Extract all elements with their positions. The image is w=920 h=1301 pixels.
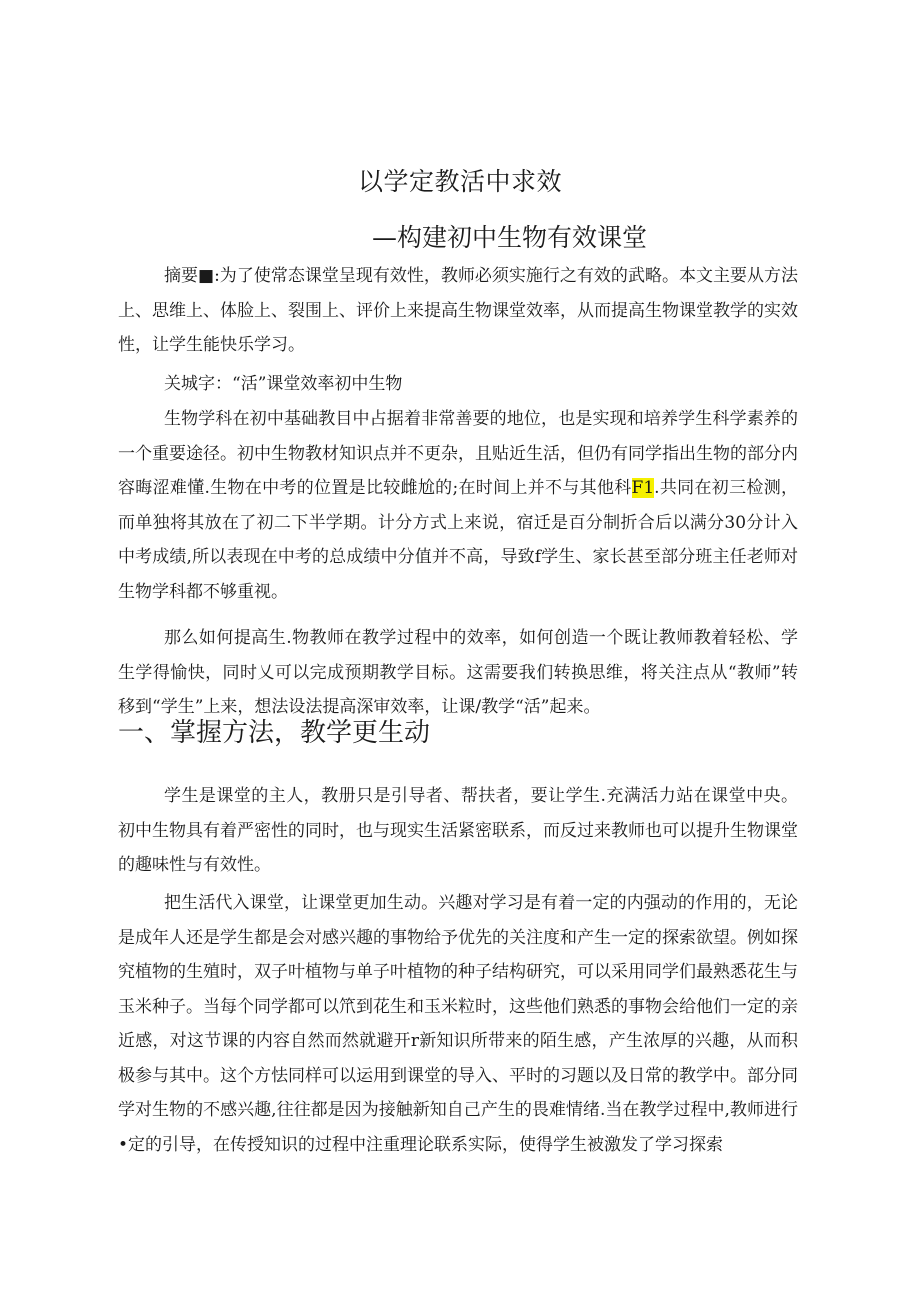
body-paragraph-4: 把生活代入课堂，让课堂更加生动。兴趣对学习是有着一定的内强动的作用的，无论是成年人还是学生都是会对感兴趣的事物给予优先的关注度和产生一定的探索欲望。例如探究植物的生殖时，双子叶植物与单子叶植物的种子结构研究，可以采用同学们最熟悉花生与玉米种子。当每个同学都可以笊到花生和玉米粒时，这些他们熟悉的事物会给他们一定的亲近感，对这节课的内容自然而然就避开r新知识所带来的陌生感，产生浓厚的兴趣，从而积极参与其中。这个方怯同样可以运用到课堂的导入、平时的习题以及日常的教学中。部分同学对生物的不感兴趣,往往都是因为接触新知自己产生的畏难情绪.当在教学过程中,教师进行•定的引导，在传授知识的过程中注重理论联系实际，使得学生被激发了学习探索 bbox=[118, 893, 798, 1155]
paragraph-text: 生物学科在初中基础教目中占据着非常善要的地位，也是实现和培养学生科学素养的一个重要途径。初中生物教材知识点并不更杂，且贴近生活，但仍有同学指出生物的部分内容晦涩难懂.生物在中考的位置是比较雌尬的;在时间上并不与其他科 bbox=[118, 409, 798, 498]
abstract-paragraph: 摘要■:为了使常态课堂呈现有效性，教师必须实施行之有效的武略。本文主要从方法上、思维上、体脸上、裂围上、评价上来提高生物课堂效率，从而提高生物课堂教学的实效性，让学生能快乐学习。 bbox=[118, 266, 798, 355]
document-title: 以学定教活中求效 bbox=[357, 167, 562, 196]
body-paragraph-2: 那么如何提高生.物教师在教学过程中的效率，如何创造一个既让教师教着轻松、学生学得愉快，同时乂可以完成预期教学目标。这需要我们转换思维，将关注点从“教师”转移到“学生”上来，想法设法提高深审效率，让课/教学“活”起来。 bbox=[118, 628, 798, 717]
body-paragraph-3: 学生是课堂的主人，教册只是引导者、帮扶者，要让学生.充满活力站在课堂中央。初中生物具有着严密性的同时，也与现实生活紧密联系，而反过来教师也可以提升生物课堂的趣味性与有效性。 bbox=[118, 786, 798, 875]
highlighted-text: F1 bbox=[631, 478, 655, 498]
keywords-line: 关城字：“活”课堂效率初中生物 bbox=[164, 374, 403, 394]
body-paragraph-1 bbox=[118, 402, 798, 609]
section-heading-1: 一、掌握方法，教学更生动 bbox=[118, 718, 431, 748]
document-subtitle: —构建初中生物有效课堂 bbox=[372, 223, 648, 252]
paragraph-text: .共同在初三检测，而单独将其放在了初二下半学期。计分方式上来说，宿迁是百分制折合后以满分30分计入中考成绩,所以表现在中考的总成绩中分值并不高，导致f学生、家长甚至部分班主任老师对生物学科都不够重视。 bbox=[118, 478, 799, 602]
